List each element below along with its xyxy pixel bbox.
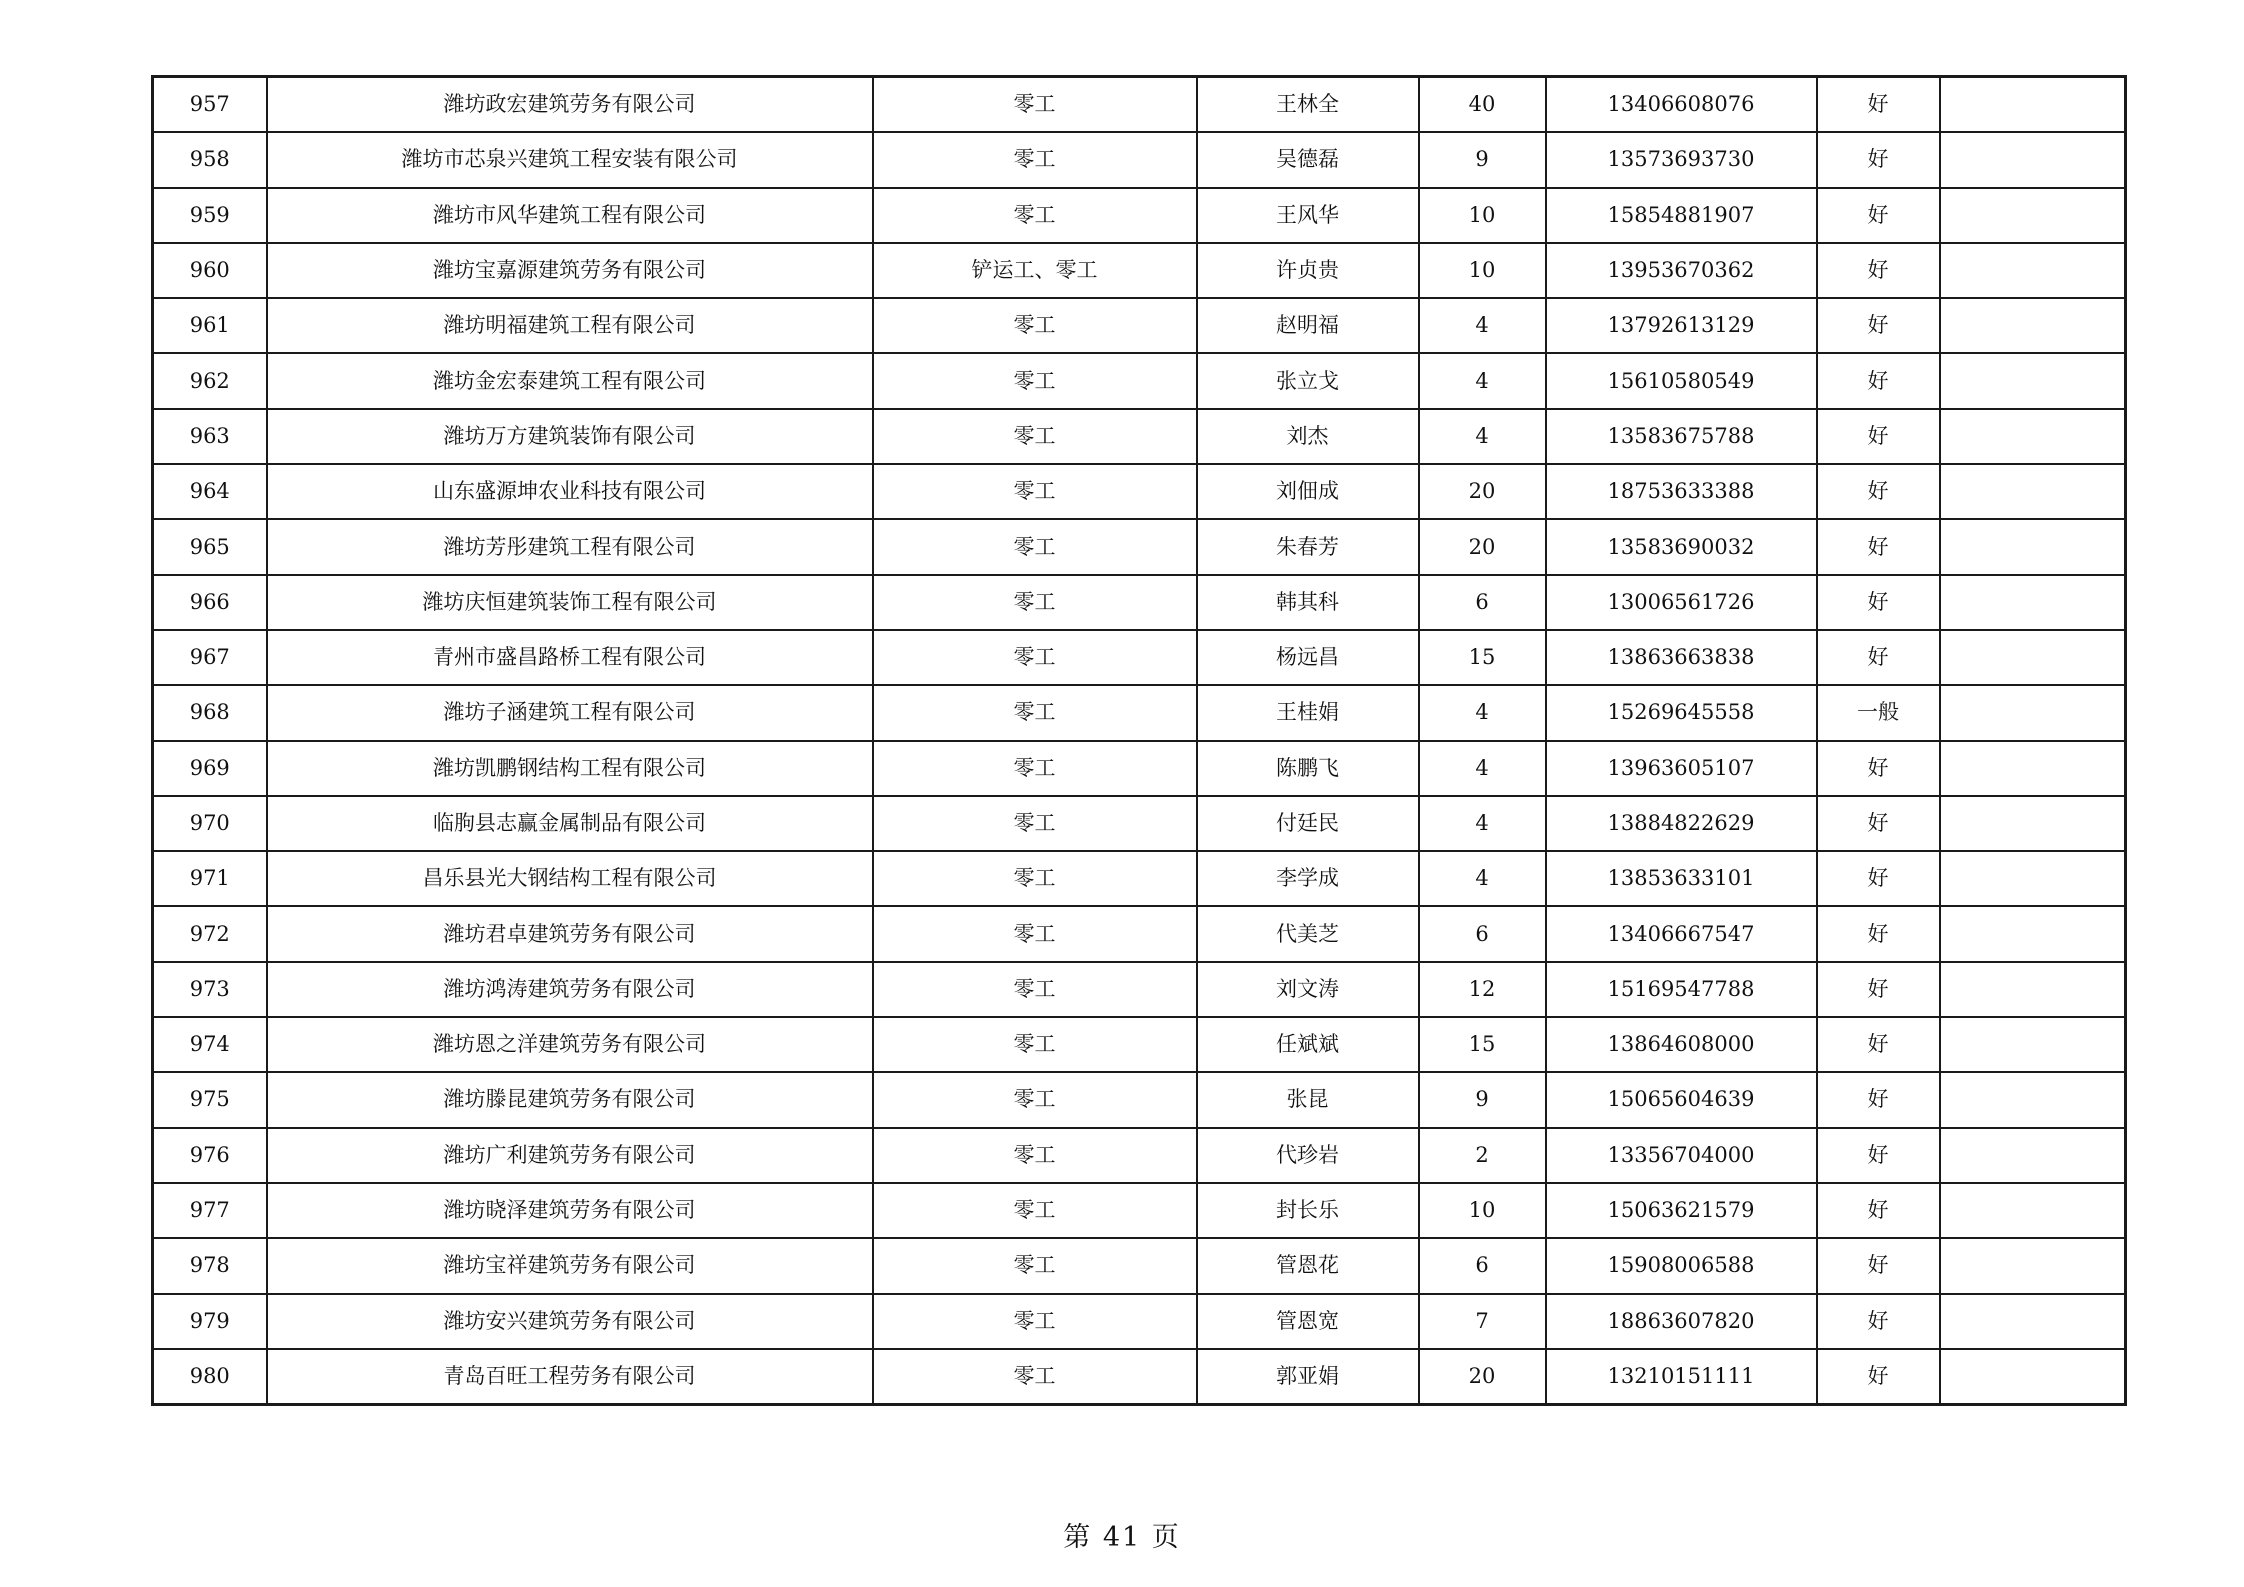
company-name-cell: 潍坊广利建筑劳务有限公司 xyxy=(267,1128,873,1183)
remark-cell xyxy=(1940,1183,2126,1238)
phone-cell: 15065604639 xyxy=(1546,1072,1817,1127)
table-row xyxy=(153,1128,2126,1183)
row-number-cell: 980 xyxy=(153,1349,267,1405)
contact-name-cell: 张立戈 xyxy=(1197,353,1419,408)
count-cell: 4 xyxy=(1419,409,1546,464)
row-number-cell: 963 xyxy=(153,409,267,464)
contact-name-cell: 付廷民 xyxy=(1197,796,1419,851)
row-number-cell: 958 xyxy=(153,132,267,187)
rating-cell: 好 xyxy=(1817,519,1940,574)
contact-name-cell: 管恩宽 xyxy=(1197,1294,1419,1349)
count-cell: 20 xyxy=(1419,1349,1546,1405)
table-row xyxy=(153,1238,2126,1293)
page-number: 第 41 页 xyxy=(1063,1522,1181,1553)
remark-cell xyxy=(1940,1238,2126,1293)
rating-cell: 好 xyxy=(1817,575,1940,630)
phone-cell: 13583690032 xyxy=(1546,519,1817,574)
count-cell: 9 xyxy=(1419,132,1546,187)
company-name-cell: 潍坊君卓建筑劳务有限公司 xyxy=(267,906,873,961)
company-name-cell: 潍坊政宏建筑劳务有限公司 xyxy=(267,77,873,133)
remark-cell xyxy=(1940,575,2126,630)
job-type-cell: 零工 xyxy=(873,851,1197,906)
remark-cell xyxy=(1940,353,2126,408)
rating-cell: 好 xyxy=(1817,464,1940,519)
company-name-cell: 青岛百旺工程劳务有限公司 xyxy=(267,1349,873,1405)
job-type-cell: 零工 xyxy=(873,409,1197,464)
count-cell: 7 xyxy=(1419,1294,1546,1349)
rating-cell: 好 xyxy=(1817,630,1940,685)
rating-cell: 好 xyxy=(1817,796,1940,851)
job-type-cell: 零工 xyxy=(873,962,1197,1017)
job-type-cell: 零工 xyxy=(873,1349,1197,1405)
remark-cell xyxy=(1940,132,2126,187)
company-name-cell: 山东盛源坤农业科技有限公司 xyxy=(267,464,873,519)
count-cell: 10 xyxy=(1419,188,1546,243)
job-type-cell: 零工 xyxy=(873,1183,1197,1238)
contact-name-cell: 杨远昌 xyxy=(1197,630,1419,685)
remark-cell xyxy=(1940,1017,2126,1072)
count-cell: 9 xyxy=(1419,1072,1546,1127)
count-cell: 6 xyxy=(1419,575,1546,630)
count-cell: 12 xyxy=(1419,962,1546,1017)
remark-cell xyxy=(1940,298,2126,353)
remark-cell xyxy=(1940,519,2126,574)
company-name-cell: 青州市盛昌路桥工程有限公司 xyxy=(267,630,873,685)
table-row xyxy=(153,409,2126,464)
remark-cell xyxy=(1940,1349,2126,1405)
table-row xyxy=(153,906,2126,961)
contact-name-cell: 王林全 xyxy=(1197,77,1419,133)
remark-cell xyxy=(1940,685,2126,740)
rating-cell: 好 xyxy=(1817,353,1940,408)
remark-cell xyxy=(1940,1128,2126,1183)
job-type-cell: 零工 xyxy=(873,1072,1197,1127)
rating-cell: 好 xyxy=(1817,132,1940,187)
row-number-cell: 979 xyxy=(153,1294,267,1349)
contact-name-cell: 李学成 xyxy=(1197,851,1419,906)
count-cell: 10 xyxy=(1419,1183,1546,1238)
company-name-cell: 潍坊庆恒建筑装饰工程有限公司 xyxy=(267,575,873,630)
phone-cell: 13884822629 xyxy=(1546,796,1817,851)
contact-name-cell: 任斌斌 xyxy=(1197,1017,1419,1072)
rating-cell: 好 xyxy=(1817,409,1940,464)
rating-cell: 好 xyxy=(1817,851,1940,906)
contact-name-cell: 许贞贵 xyxy=(1197,243,1419,298)
row-number-cell: 971 xyxy=(153,851,267,906)
contact-name-cell: 韩其科 xyxy=(1197,575,1419,630)
count-cell: 20 xyxy=(1419,464,1546,519)
count-cell: 6 xyxy=(1419,906,1546,961)
phone-cell: 13963605107 xyxy=(1546,741,1817,796)
phone-cell: 15610580549 xyxy=(1546,353,1817,408)
phone-cell: 13853633101 xyxy=(1546,851,1817,906)
job-type-cell: 零工 xyxy=(873,188,1197,243)
count-cell: 4 xyxy=(1419,741,1546,796)
table-row xyxy=(153,1294,2126,1349)
phone-cell: 18863607820 xyxy=(1546,1294,1817,1349)
remark-cell xyxy=(1940,77,2126,133)
row-number-cell: 972 xyxy=(153,906,267,961)
table-row xyxy=(153,962,2126,1017)
rating-cell: 好 xyxy=(1817,1072,1940,1127)
contact-name-cell: 朱春芳 xyxy=(1197,519,1419,574)
contact-name-cell: 刘杰 xyxy=(1197,409,1419,464)
rating-cell: 好 xyxy=(1817,962,1940,1017)
phone-cell: 13573693730 xyxy=(1546,132,1817,187)
phone-cell: 13006561726 xyxy=(1546,575,1817,630)
job-type-cell: 铲运工、零工 xyxy=(873,243,1197,298)
remark-cell xyxy=(1940,243,2126,298)
count-cell: 6 xyxy=(1419,1238,1546,1293)
table-row xyxy=(153,796,2126,851)
rating-cell: 好 xyxy=(1817,906,1940,961)
count-cell: 20 xyxy=(1419,519,1546,574)
rating-cell: 好 xyxy=(1817,1017,1940,1072)
contact-name-cell: 王风华 xyxy=(1197,188,1419,243)
rating-cell: 好 xyxy=(1817,1294,1940,1349)
rating-cell: 好 xyxy=(1817,1238,1940,1293)
company-name-cell: 潍坊鸿涛建筑劳务有限公司 xyxy=(267,962,873,1017)
company-name-cell: 潍坊芳彤建筑工程有限公司 xyxy=(267,519,873,574)
phone-cell: 15854881907 xyxy=(1546,188,1817,243)
job-type-cell: 零工 xyxy=(873,1294,1197,1349)
row-number-cell: 967 xyxy=(153,630,267,685)
company-name-cell: 潍坊万方建筑装饰有限公司 xyxy=(267,409,873,464)
count-cell: 4 xyxy=(1419,851,1546,906)
table-row xyxy=(153,630,2126,685)
row-number-cell: 961 xyxy=(153,298,267,353)
phone-cell: 13583675788 xyxy=(1546,409,1817,464)
data-table xyxy=(151,75,2127,1406)
phone-cell: 13953670362 xyxy=(1546,243,1817,298)
count-cell: 4 xyxy=(1419,796,1546,851)
job-type-cell: 零工 xyxy=(873,298,1197,353)
row-number-cell: 966 xyxy=(153,575,267,630)
row-number-cell: 969 xyxy=(153,741,267,796)
phone-cell: 13210151111 xyxy=(1546,1349,1817,1405)
company-name-cell: 潍坊明福建筑工程有限公司 xyxy=(267,298,873,353)
job-type-cell: 零工 xyxy=(873,1128,1197,1183)
count-cell: 15 xyxy=(1419,1017,1546,1072)
job-type-cell: 零工 xyxy=(873,519,1197,574)
row-number-cell: 968 xyxy=(153,685,267,740)
rating-cell: 好 xyxy=(1817,1349,1940,1405)
contact-name-cell: 王桂娟 xyxy=(1197,685,1419,740)
contact-name-cell: 刘文涛 xyxy=(1197,962,1419,1017)
remark-cell xyxy=(1940,630,2126,685)
company-name-cell: 潍坊安兴建筑劳务有限公司 xyxy=(267,1294,873,1349)
table-body xyxy=(153,77,2126,1405)
remark-cell xyxy=(1940,188,2126,243)
table-row xyxy=(153,188,2126,243)
rating-cell: 好 xyxy=(1817,298,1940,353)
contact-name-cell: 张昆 xyxy=(1197,1072,1419,1127)
company-name-cell: 潍坊滕昆建筑劳务有限公司 xyxy=(267,1072,873,1127)
table-row xyxy=(153,298,2126,353)
job-type-cell: 零工 xyxy=(873,1238,1197,1293)
phone-cell: 13792613129 xyxy=(1546,298,1817,353)
table-row xyxy=(153,132,2126,187)
table-row xyxy=(153,851,2126,906)
row-number-cell: 973 xyxy=(153,962,267,1017)
company-name-cell: 潍坊金宏泰建筑工程有限公司 xyxy=(267,353,873,408)
contact-name-cell: 吴德磊 xyxy=(1197,132,1419,187)
row-number-cell: 976 xyxy=(153,1128,267,1183)
job-type-cell: 零工 xyxy=(873,1017,1197,1072)
remark-cell xyxy=(1940,796,2126,851)
company-name-cell: 昌乐县光大钢结构工程有限公司 xyxy=(267,851,873,906)
row-number-cell: 970 xyxy=(153,796,267,851)
phone-cell: 18753633388 xyxy=(1546,464,1817,519)
row-number-cell: 959 xyxy=(153,188,267,243)
table-row xyxy=(153,1017,2126,1072)
job-type-cell: 零工 xyxy=(873,630,1197,685)
company-name-cell: 潍坊宝祥建筑劳务有限公司 xyxy=(267,1238,873,1293)
company-name-cell: 潍坊市芯泉兴建筑工程安装有限公司 xyxy=(267,132,873,187)
table-row xyxy=(153,1349,2126,1405)
phone-cell: 13863663838 xyxy=(1546,630,1817,685)
rating-cell: 一般 xyxy=(1817,685,1940,740)
company-name-cell: 潍坊市风华建筑工程有限公司 xyxy=(267,188,873,243)
contact-name-cell: 封长乐 xyxy=(1197,1183,1419,1238)
phone-cell: 13406667547 xyxy=(1546,906,1817,961)
contact-name-cell: 赵明福 xyxy=(1197,298,1419,353)
job-type-cell: 零工 xyxy=(873,353,1197,408)
contact-name-cell: 郭亚娟 xyxy=(1197,1349,1419,1405)
job-type-cell: 零工 xyxy=(873,685,1197,740)
job-type-cell: 零工 xyxy=(873,906,1197,961)
phone-cell: 13406608076 xyxy=(1546,77,1817,133)
phone-cell: 13356704000 xyxy=(1546,1128,1817,1183)
phone-cell: 15269645558 xyxy=(1546,685,1817,740)
count-cell: 4 xyxy=(1419,353,1546,408)
company-name-cell: 临朐县志赢金属制品有限公司 xyxy=(267,796,873,851)
rating-cell: 好 xyxy=(1817,741,1940,796)
job-type-cell: 零工 xyxy=(873,464,1197,519)
job-type-cell: 零工 xyxy=(873,741,1197,796)
rating-cell: 好 xyxy=(1817,243,1940,298)
contact-name-cell: 刘佃成 xyxy=(1197,464,1419,519)
table-row xyxy=(153,575,2126,630)
table-row xyxy=(153,741,2126,796)
count-cell: 40 xyxy=(1419,77,1546,133)
row-number-cell: 974 xyxy=(153,1017,267,1072)
row-number-cell: 975 xyxy=(153,1072,267,1127)
contact-name-cell: 代美芝 xyxy=(1197,906,1419,961)
rating-cell: 好 xyxy=(1817,77,1940,133)
company-name-cell: 潍坊凯鹏钢结构工程有限公司 xyxy=(267,741,873,796)
row-number-cell: 962 xyxy=(153,353,267,408)
company-name-cell: 潍坊恩之洋建筑劳务有限公司 xyxy=(267,1017,873,1072)
table-row xyxy=(153,1183,2126,1238)
job-type-cell: 零工 xyxy=(873,132,1197,187)
remark-cell xyxy=(1940,1072,2126,1127)
row-number-cell: 977 xyxy=(153,1183,267,1238)
table-row xyxy=(153,353,2126,408)
count-cell: 4 xyxy=(1419,685,1546,740)
count-cell: 2 xyxy=(1419,1128,1546,1183)
company-name-cell: 潍坊子涵建筑工程有限公司 xyxy=(267,685,873,740)
table-row xyxy=(153,77,2126,133)
row-number-cell: 978 xyxy=(153,1238,267,1293)
remark-cell xyxy=(1940,1294,2126,1349)
contact-name-cell: 陈鹏飞 xyxy=(1197,741,1419,796)
row-number-cell: 960 xyxy=(153,243,267,298)
table-row xyxy=(153,685,2126,740)
phone-cell: 13864608000 xyxy=(1546,1017,1817,1072)
table-row xyxy=(153,1072,2126,1127)
row-number-cell: 965 xyxy=(153,519,267,574)
rating-cell: 好 xyxy=(1817,1183,1940,1238)
table-row xyxy=(153,519,2126,574)
count-cell: 15 xyxy=(1419,630,1546,685)
remark-cell xyxy=(1940,851,2126,906)
phone-cell: 15063621579 xyxy=(1546,1183,1817,1238)
company-name-cell: 潍坊宝嘉源建筑劳务有限公司 xyxy=(267,243,873,298)
table-row xyxy=(153,243,2126,298)
job-type-cell: 零工 xyxy=(873,77,1197,133)
count-cell: 10 xyxy=(1419,243,1546,298)
remark-cell xyxy=(1940,741,2126,796)
contact-name-cell: 管恩花 xyxy=(1197,1238,1419,1293)
count-cell: 4 xyxy=(1419,298,1546,353)
job-type-cell: 零工 xyxy=(873,575,1197,630)
remark-cell xyxy=(1940,962,2126,1017)
rating-cell: 好 xyxy=(1817,188,1940,243)
job-type-cell: 零工 xyxy=(873,796,1197,851)
remark-cell xyxy=(1940,464,2126,519)
remark-cell xyxy=(1940,906,2126,961)
row-number-cell: 957 xyxy=(153,77,267,133)
phone-cell: 15908006588 xyxy=(1546,1238,1817,1293)
contact-name-cell: 代珍岩 xyxy=(1197,1128,1419,1183)
phone-cell: 15169547788 xyxy=(1546,962,1817,1017)
row-number-cell: 964 xyxy=(153,464,267,519)
company-name-cell: 潍坊晓泽建筑劳务有限公司 xyxy=(267,1183,873,1238)
remark-cell xyxy=(1940,409,2126,464)
rating-cell: 好 xyxy=(1817,1128,1940,1183)
table-row xyxy=(153,464,2126,519)
